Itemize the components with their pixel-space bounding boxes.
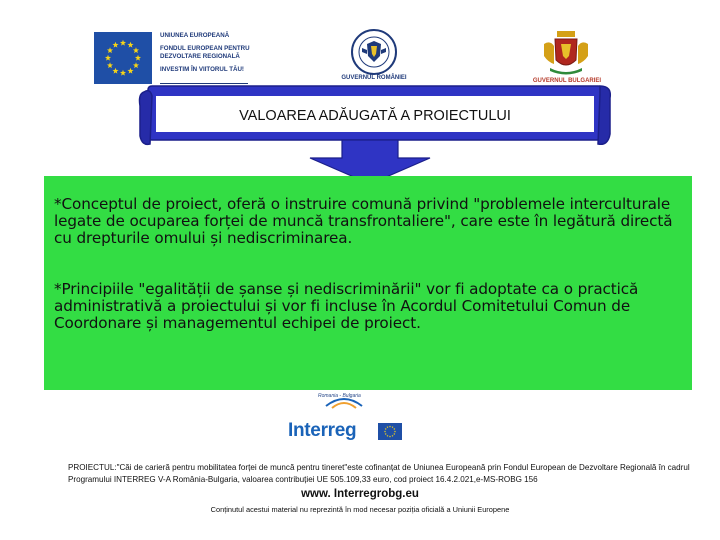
eu-star-icon (107, 47, 113, 53)
content-paragraph-1: *Conceptul de proiect, oferă o instruire comună privind "problemele interculturale legate de ocuparea forței de muncă transfrontaliere", care este în legătură directă cu drepturile omului și nediscriminarea. (54, 195, 673, 247)
eu-star-icon (393, 433, 395, 435)
content-box (44, 176, 692, 390)
eu-star-icon (384, 430, 386, 432)
eu-star-icon (107, 62, 113, 68)
eu-star-icon (133, 62, 139, 68)
eu-star-icon (135, 55, 141, 61)
bulgaria-coat-of-arms-icon (540, 30, 592, 78)
eu-star-icon (112, 42, 118, 48)
eu-star-icon (127, 42, 133, 48)
eu-star-icon (394, 430, 396, 432)
eu-star-icon (120, 70, 126, 76)
romania-government-logo (328, 28, 420, 86)
eu-star-icon (105, 55, 111, 61)
banner-title: VALOAREA ADĂUGATĂ A PROIECTULUI (239, 108, 511, 124)
eu-erdf-logo (94, 32, 256, 88)
eu-star-icon (385, 428, 387, 430)
eu-star-icon (386, 426, 388, 428)
content-paragraph-2: *Principiile "egalității de șanse și nediscriminării" vor fi adoptate ca o practică administrativă a proiectului și vor fi incluse în Acordul Comitetului Comun de Coordonare și managementul echipei de proiect. (54, 280, 639, 332)
interreg-subtitle: Romania - Bulgaria (318, 393, 361, 399)
project-description: PROIECTUL:"Căi de carieră pentru mobilitatea forței de muncă pentru tineret"este cofinanțat de Uniunea Europeană prin Fondul European de Dezvoltare Regională în cadrul Programului INTERREG V-A România-Bulgaria, valoarea contribuției UE 505.109,33 euro, cod proiect 16.4.2.021,e-MS-ROBG 156 (68, 463, 690, 484)
romania-seal-icon (350, 28, 398, 76)
eu-star-icon (112, 68, 118, 74)
eu-stars-icon (94, 32, 152, 84)
eu-star-icon (127, 68, 133, 74)
bulgaria-government-logo (528, 30, 606, 88)
bulgaria-logo-caption: GUVERNUL BULGARIEI (532, 78, 602, 84)
eu-star-icon (389, 425, 391, 427)
eu-star-icon (120, 40, 126, 46)
eu-star-icon (133, 47, 139, 53)
eu-disclaimer: Conținutul acestui material nu reprezintă în mod necesar poziția oficială a Uniunii Europene (210, 505, 510, 514)
eu-logo-line-3: DEZVOLTARE REGIONALĂ (160, 53, 240, 60)
romania-logo-caption: GUVERNUL ROMÂNIEI (341, 75, 407, 81)
eu-star-icon (389, 435, 391, 437)
eu-logo-text (160, 32, 260, 74)
eu-star-icon (393, 428, 395, 430)
eu-flag-icon (94, 32, 152, 84)
eu-star-icon (391, 426, 393, 428)
eu-logo-line-2: FONDUL EUROPEAN PENTRU (160, 45, 250, 52)
eu-logo-line-1: UNIUNEA EUROPEANĂ (160, 32, 230, 39)
eu-star-icon (385, 433, 387, 435)
website-link[interactable]: www. Interregrobg.eu (301, 488, 419, 500)
interreg-logo (286, 390, 404, 446)
interreg-label: Interreg (288, 420, 357, 441)
eu-logo-line-4: INVESTIM ÎN VIITORUL TĂU! (160, 66, 244, 73)
eu-star-icon (386, 435, 388, 437)
interreg-eu-flag-icon (378, 423, 402, 440)
eu-star-icon (391, 435, 393, 437)
